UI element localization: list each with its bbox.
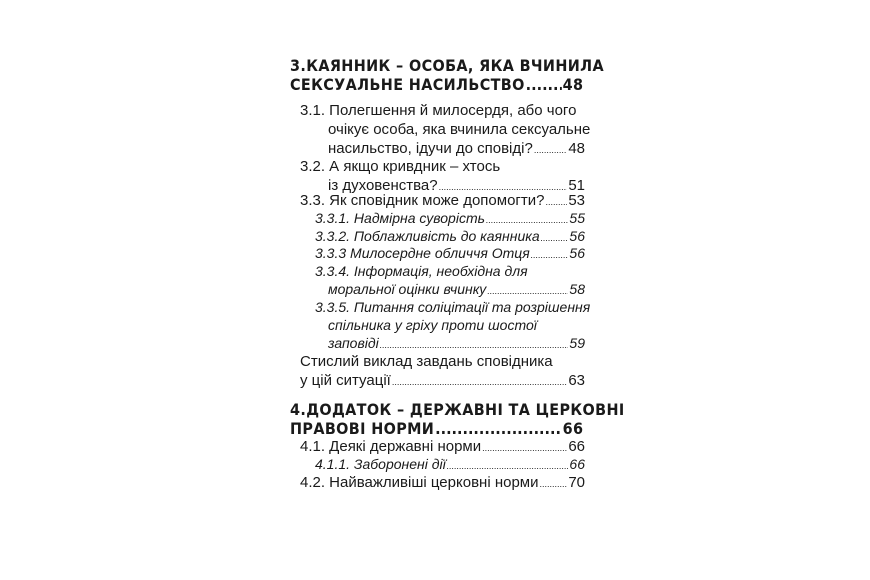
- toc-entry-last-line: [328, 281, 585, 297]
- toc-entry-last-line: [290, 419, 583, 438]
- toc-entry-last-line: [328, 140, 585, 157]
- dot-leader: [447, 456, 569, 472]
- toc-entry-text: СЕКСУАЛЬНЕ НАСИЛЬСТВО: [290, 75, 525, 94]
- dot-leader: [486, 210, 568, 226]
- toc-entry-last-line: [315, 456, 585, 472]
- toc-entry-text: 3.3.3 Милосердне обличчя Отця: [315, 245, 530, 261]
- toc-entry-text: 3.3.2. Поблажливість до каянника: [315, 228, 540, 244]
- page-number: 53: [568, 192, 585, 209]
- dot-leader: [487, 281, 568, 297]
- dot-leader: [545, 192, 567, 209]
- toc-entry-line: 4.ДОДАТОК – ДЕРЖАВНІ ТА ЦЕРКОВНІ: [290, 400, 625, 419]
- page-number: 66: [568, 438, 585, 455]
- toc-entry-text: заповіді: [328, 335, 379, 351]
- toc-entry-text: ПРАВОВІ НОРМИ: [290, 419, 435, 438]
- dot-leader: [526, 75, 562, 94]
- toc-entry-text: 4.2. Найважливіші церковні норми: [300, 474, 539, 491]
- toc-entry-line: Стислий виклад завдань сповідника: [300, 353, 553, 370]
- toc-entry-last-line: [328, 335, 585, 351]
- toc-entry-line: спільника у гріху проти шостої: [328, 317, 537, 333]
- toc-entry-line: 3.2. А якщо кривдник – хтось: [300, 158, 501, 175]
- page-number: 56: [569, 245, 585, 261]
- toc-entry-last-line: [315, 210, 585, 226]
- toc-entry-text: 3.3.1. Надмірна суворість: [315, 210, 485, 226]
- toc-entry-text: 4.1.1. Заборонені дії: [315, 456, 446, 472]
- page-number: 70: [568, 474, 585, 491]
- toc-entry-line: 3.1. Полегшення й милосердя, або чого: [300, 102, 577, 119]
- toc-entry-last-line: [300, 474, 585, 491]
- dot-leader: [541, 228, 569, 244]
- page-number: 48: [568, 140, 585, 157]
- page-number: 51: [568, 177, 585, 194]
- toc-entry-last-line: [290, 75, 583, 94]
- dot-leader: [392, 372, 567, 389]
- dot-leader: [539, 474, 567, 491]
- page-number: 63: [568, 372, 585, 389]
- toc-entry-line: 3.3.4. Інформація, необхідна для: [315, 263, 528, 279]
- toc-entry-text: у цій ситуації: [300, 372, 391, 389]
- toc-entry-text: моральної оцінки вчинку: [328, 281, 487, 297]
- toc-entry-text: 4.1. Деякі державні норми: [300, 438, 482, 455]
- dot-leader: [531, 245, 569, 261]
- page-number: 66: [562, 419, 584, 438]
- page-number: 55: [569, 210, 585, 226]
- toc-entry-last-line: [300, 192, 585, 209]
- toc-entry-line: 3.КАЯННИК – ОСОБА, ЯКА ВЧИНИЛА: [290, 56, 604, 75]
- toc-entry-text: 3.3. Як сповідник може допомогти?: [300, 192, 545, 209]
- dot-leader: [534, 140, 567, 157]
- page-number: 48: [562, 75, 584, 94]
- toc-entry-line: 3.3.5. Питання соліцітації та розрішення: [315, 299, 591, 315]
- dot-leader: [435, 419, 562, 438]
- dot-leader: [482, 438, 567, 455]
- page-number: 59: [569, 335, 585, 351]
- toc-entry-last-line: [300, 438, 585, 455]
- toc-entry-line: очікує особа, яка вчинила сексуальне: [328, 121, 591, 138]
- toc-entry-last-line: [315, 245, 585, 261]
- toc-entry-last-line: [300, 372, 585, 389]
- toc-entry-last-line: [315, 228, 585, 244]
- toc-entry-text: із духовенства?: [328, 177, 438, 194]
- page-number: 58: [569, 281, 585, 297]
- page-number: 56: [569, 228, 585, 244]
- page-number: 66: [569, 456, 585, 472]
- toc-entry-text: насильство, ідучи до сповіді?: [328, 140, 533, 157]
- dot-leader: [380, 335, 569, 351]
